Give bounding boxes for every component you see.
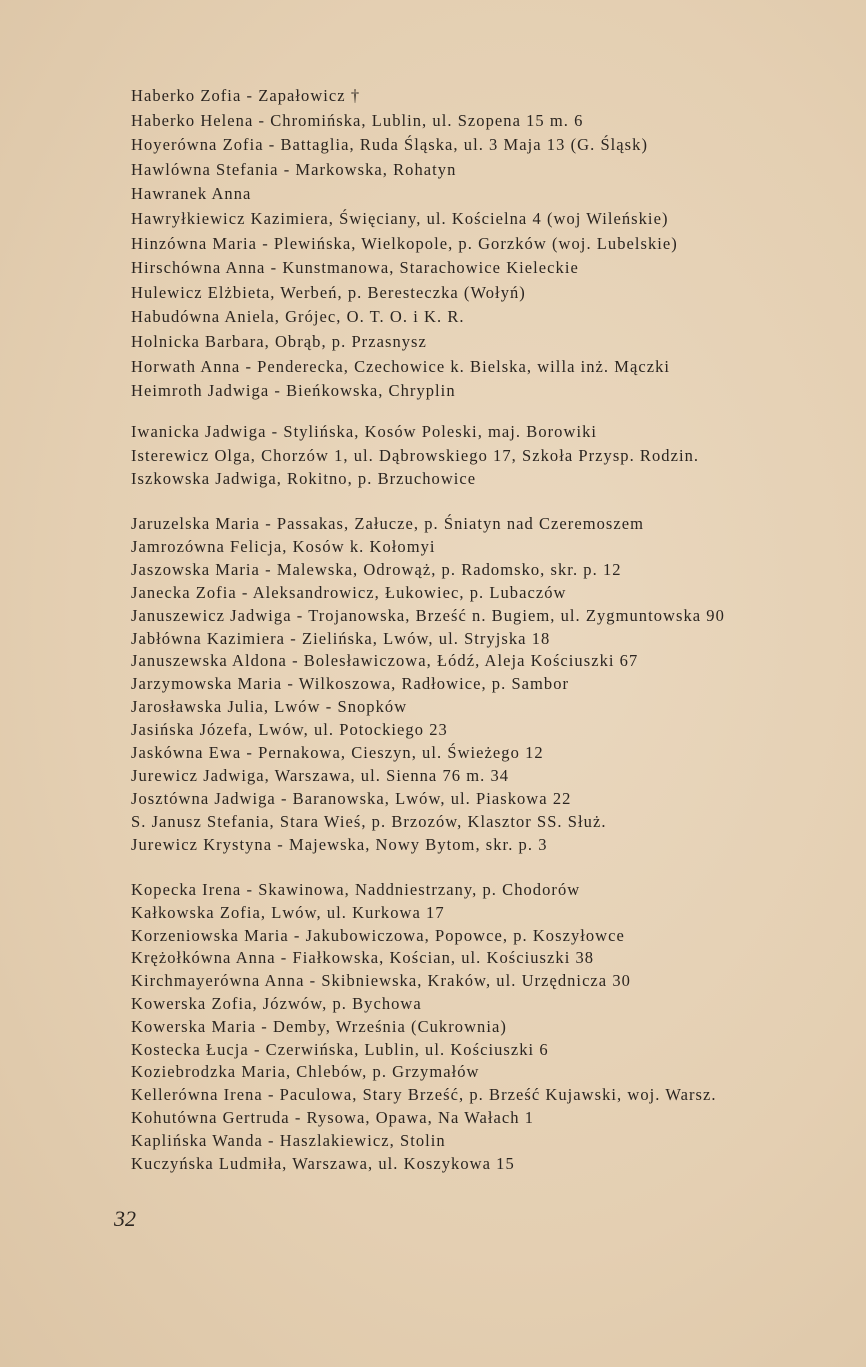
entry-text: Jurewicz Jadwiga, Warszawa, ul. Sienna 76 m. 34: [131, 765, 510, 785]
entry-text: Kirchmayerówna Anna - Skibniewska, Kraków, ul. Urzędnicza 30: [131, 971, 631, 991]
entry-text: Kopecka Irena - Skawinowa, Naddniestrzany, p. Chodorów: [131, 880, 581, 899]
entry-text: Kaplińska Wanda - Haszlakiewicz, Stolin: [131, 1130, 446, 1150]
entry-text: Jasińska Józefa, Lwów, ul. Potockiego 23: [131, 720, 448, 740]
entry-text: Jamrozówna Felicja, Kosów k. Kołomyi: [131, 536, 436, 556]
entry-text: Janecka Zofia - Aleksandrowicz, Łukowiec, p. Lubaczów: [131, 582, 567, 602]
entry-text: Iwanicka Jadwiga - Stylińska, Kosów Poleski, maj. Borowiki: [131, 422, 598, 441]
entry-text: Kostecka Łucja - Czerwińska, Lublin, ul. Kościuszki 6: [131, 1039, 549, 1059]
entry-text: Habudówna Aniela, Grójec, O. T. O. i K. R.: [131, 307, 465, 327]
entry-text: Kohutówna Gertruda - Rysowa, Opawa, Na Wałach 1: [131, 1108, 535, 1127]
page-number: 32: [114, 1206, 136, 1231]
entry-text: Iszkowska Jadwiga, Rokitno, p. Brzuchowice: [131, 469, 477, 488]
entry-text: Januszewska Aldona - Bolesławiczowa, Łódź, Aleja Kościuszki 67: [131, 651, 639, 671]
entry-text: Kałkowska Zofia, Lwów, ul. Kurkowa 17: [131, 902, 445, 922]
entry-text: Jaszowska Maria - Malewska, Odrowąż, p. Radomsko, skr. p. 12: [131, 559, 622, 579]
entry-text: Haberko Helena - Chromińska, Lublin, ul. Szopena 15 m. 6: [131, 110, 584, 130]
entry-text: Hawlówna Stefania - Markowska, Rohatyn: [131, 159, 457, 179]
entry-text: Jarzymowska Maria - Wilkoszowa, Radłowice, p. Sambor: [131, 674, 570, 694]
entry-text: Kuczyńska Ludmiła, Warszawa, ul. Koszykowa 15: [131, 1153, 515, 1173]
entry-text: Jaskówna Ewa - Pernakowa, Cieszyn, ul. Świeżego 12: [131, 743, 544, 762]
entry-text: Hulewicz Elżbieta, Werbeń, p. Beresteczka (Wołyń): [131, 282, 526, 302]
entry-text: Holnicka Barbara, Obrąb, p. Przasnysz: [131, 332, 427, 351]
entry-text: Haberko Zofia - Zapałowicz †: [131, 86, 361, 105]
entry-text: Isterewicz Olga, Chorzów 1, ul. Dąbrowskiego 17, Szkoła Przysp. Rodzin.: [131, 445, 700, 465]
entry-text: Kellerówna Irena - Paculowa, Stary Brześć, p. Brześć Kujawski, woj. Warsz.: [131, 1085, 717, 1105]
entry-text: Hawryłkiewicz Kazimiera, Święciany, ul. Kościelna 4 (woj Wileńskie): [131, 209, 669, 228]
entry-text: Jaruzelska Maria - Passakas, Załucze, p. Śniatyn nad Czeremoszem: [131, 514, 644, 533]
entry-text: Heimroth Jadwiga - Bieńkowska, Chryplin: [131, 381, 456, 401]
entry-text: Koziebrodzka Maria, Chlebów, p. Grzymałów: [131, 1062, 480, 1082]
entry-text: Josztówna Jadwiga - Baranowska, Lwów, ul. Piaskowa 22: [131, 788, 572, 808]
entry-text: Korzeniowska Maria - Jakubowiczowa, Popowce, p. Koszyłowce: [131, 925, 625, 945]
entry-text: Jabłówna Kazimiera - Zielińska, Lwów, ul. Stryjska 18: [131, 628, 551, 648]
entry-text: Horwath Anna - Penderecka, Czechowice k. Bielska, willa inż. Mączki: [131, 356, 671, 376]
entry-text: Jarosławska Julia, Lwów - Snopków: [131, 697, 408, 717]
entry-text: Hawranek Anna: [131, 184, 252, 204]
entry-text: Hirschówna Anna - Kunstmanowa, Starachowice Kieleckie: [131, 258, 579, 278]
entry-text: Krężołkówna Anna - Fiałkowska, Kościan, ul. Kościuszki 38: [131, 948, 595, 968]
entry-text: Kowerska Zofia, Józwów, p. Bychowa: [131, 994, 422, 1013]
entry-text: Kowerska Maria - Demby, Września (Cukrownia): [131, 1016, 507, 1036]
entry-text: Jurewicz Krystyna - Majewska, Nowy Bytom, skr. p. 3: [131, 834, 548, 854]
entry-text: Januszewicz Jadwiga - Trojanowska, Brześć n. Bugiem, ul. Zygmuntowska 90: [131, 605, 725, 625]
entry-text: Hinzówna Maria - Plewińska, Wielkopole, p. Gorzków (woj. Lubelskie): [131, 233, 678, 253]
entry-text: Hoyerówna Zofia - Battaglia, Ruda Śląska, ul. 3 Maja 13 (G. Śląsk): [131, 135, 648, 155]
entry-text: S. Janusz Stefania, Stara Wieś, p. Brzozów, Klasztor SS. Służ.: [131, 811, 607, 831]
